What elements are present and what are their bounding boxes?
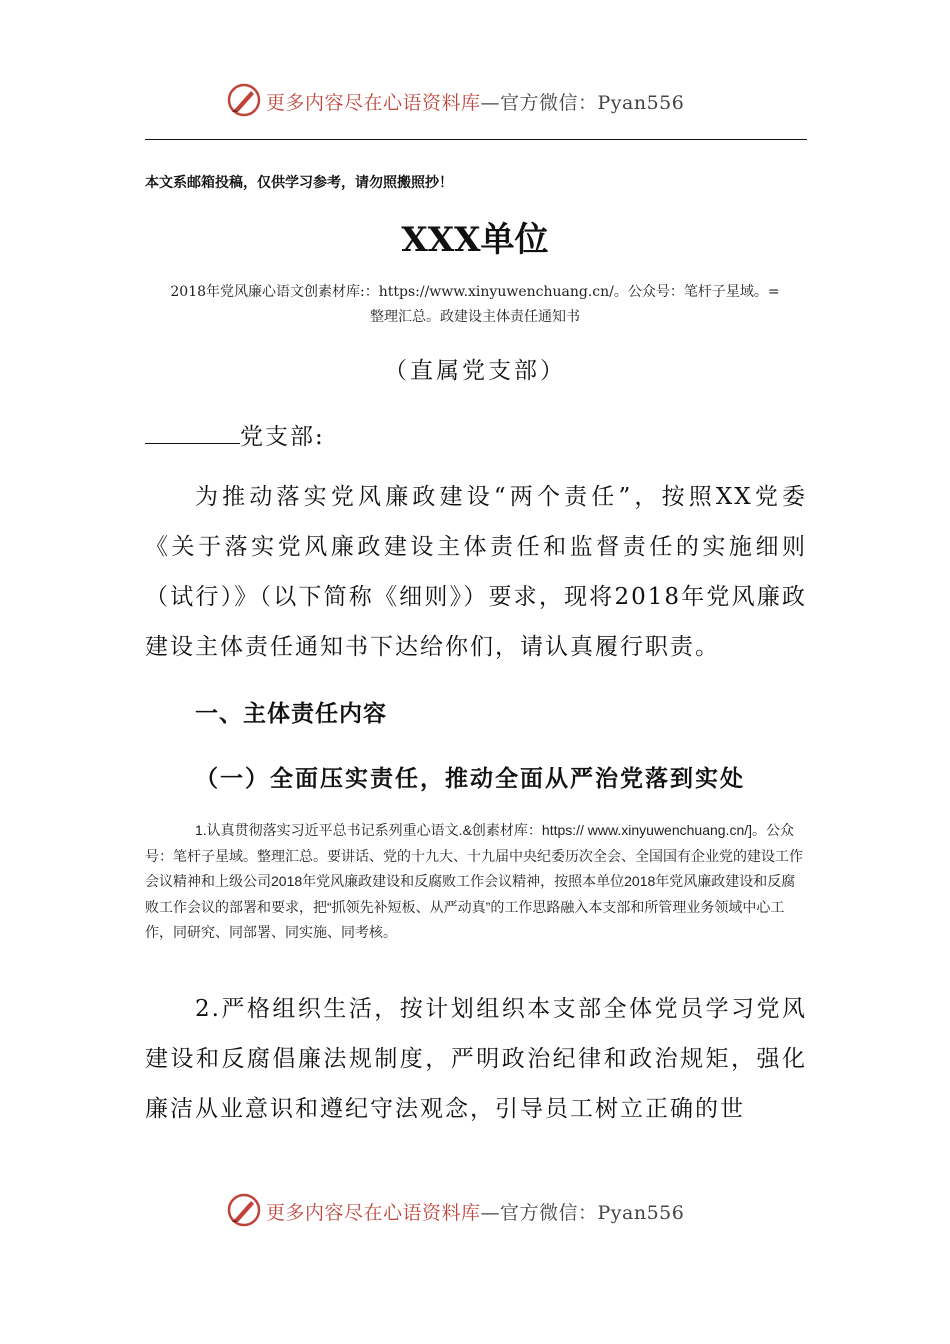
salutation: 党支部:	[145, 418, 325, 451]
document-subtitle	[140, 280, 810, 330]
header-divider	[145, 139, 807, 140]
header-watermark-banner	[0, 82, 950, 122]
subtitle-line-2: 整理汇总。政建设主体责任通知书	[370, 309, 580, 325]
submission-notice: 本文系邮箱投稿，仅供学习参考，请勿照搬照抄！	[145, 175, 453, 191]
subsection-heading: （一）全面压实责任，推动全面从严治党落到实处	[195, 766, 745, 792]
document-title: XXX单位	[401, 220, 549, 260]
blank-fill-line	[145, 421, 240, 444]
department-line: （直属党支部）	[384, 358, 566, 384]
banner-text: 更多内容尽在心语资料库—官方微信：Pyan556	[266, 1202, 685, 1224]
banner-text: 更多内容尽在心语资料库—官方微信：Pyan556	[266, 92, 685, 114]
subtitle-line-1: 2018年党风廉心语文创素材库:：https://www.xinyuwenchuang.cn/。公众号：笔杆子星域。=	[170, 284, 780, 300]
pen-logo-icon	[226, 1192, 262, 1228]
item-1-paragraph: 1.认真贯彻落实习近平总书记系列重心语文.&创素材库：https:// www.xinyuwenchuang.cn/]。公众号：笔杆子星域。整理汇总。要讲话、党的十九大、十九届中央纪委历次全会、全国国有企业党的建设工作会议精神和上级公司2018年党风廉政建设和反腐败工作会议精神，按照本单位2018年党风廉政建设和反腐败工作会议的部署和要求，把“抓领先补短板、从严动真”的工作思路融入本支部和所管理业务领域中心工作，同研究、同部署、同实施、同考核。	[145, 822, 803, 940]
footer-watermark-banner	[0, 1192, 950, 1232]
intro-paragraph: 为推动落实党风廉政建设“两个责任”，按照XX党委《关于落实党风廉政建设主体责任和监督责任的实施细则（试行）》（以下简称《细则》）要求，现将2018年党风廉政建设主体责任通知书下达给你们，请认真履行职责。	[145, 484, 807, 660]
pen-logo-icon	[226, 82, 262, 118]
item-2-paragraph: 2.严格组织生活，按计划组织本支部全体党员学习党风建设和反腐倡廉法规制度，严明政治纪律和政治规矩，强化廉洁从业意识和遵纪守法观念，引导员工树立正确的世	[145, 996, 807, 1122]
section-heading: 一、主体责任内容	[195, 701, 387, 727]
